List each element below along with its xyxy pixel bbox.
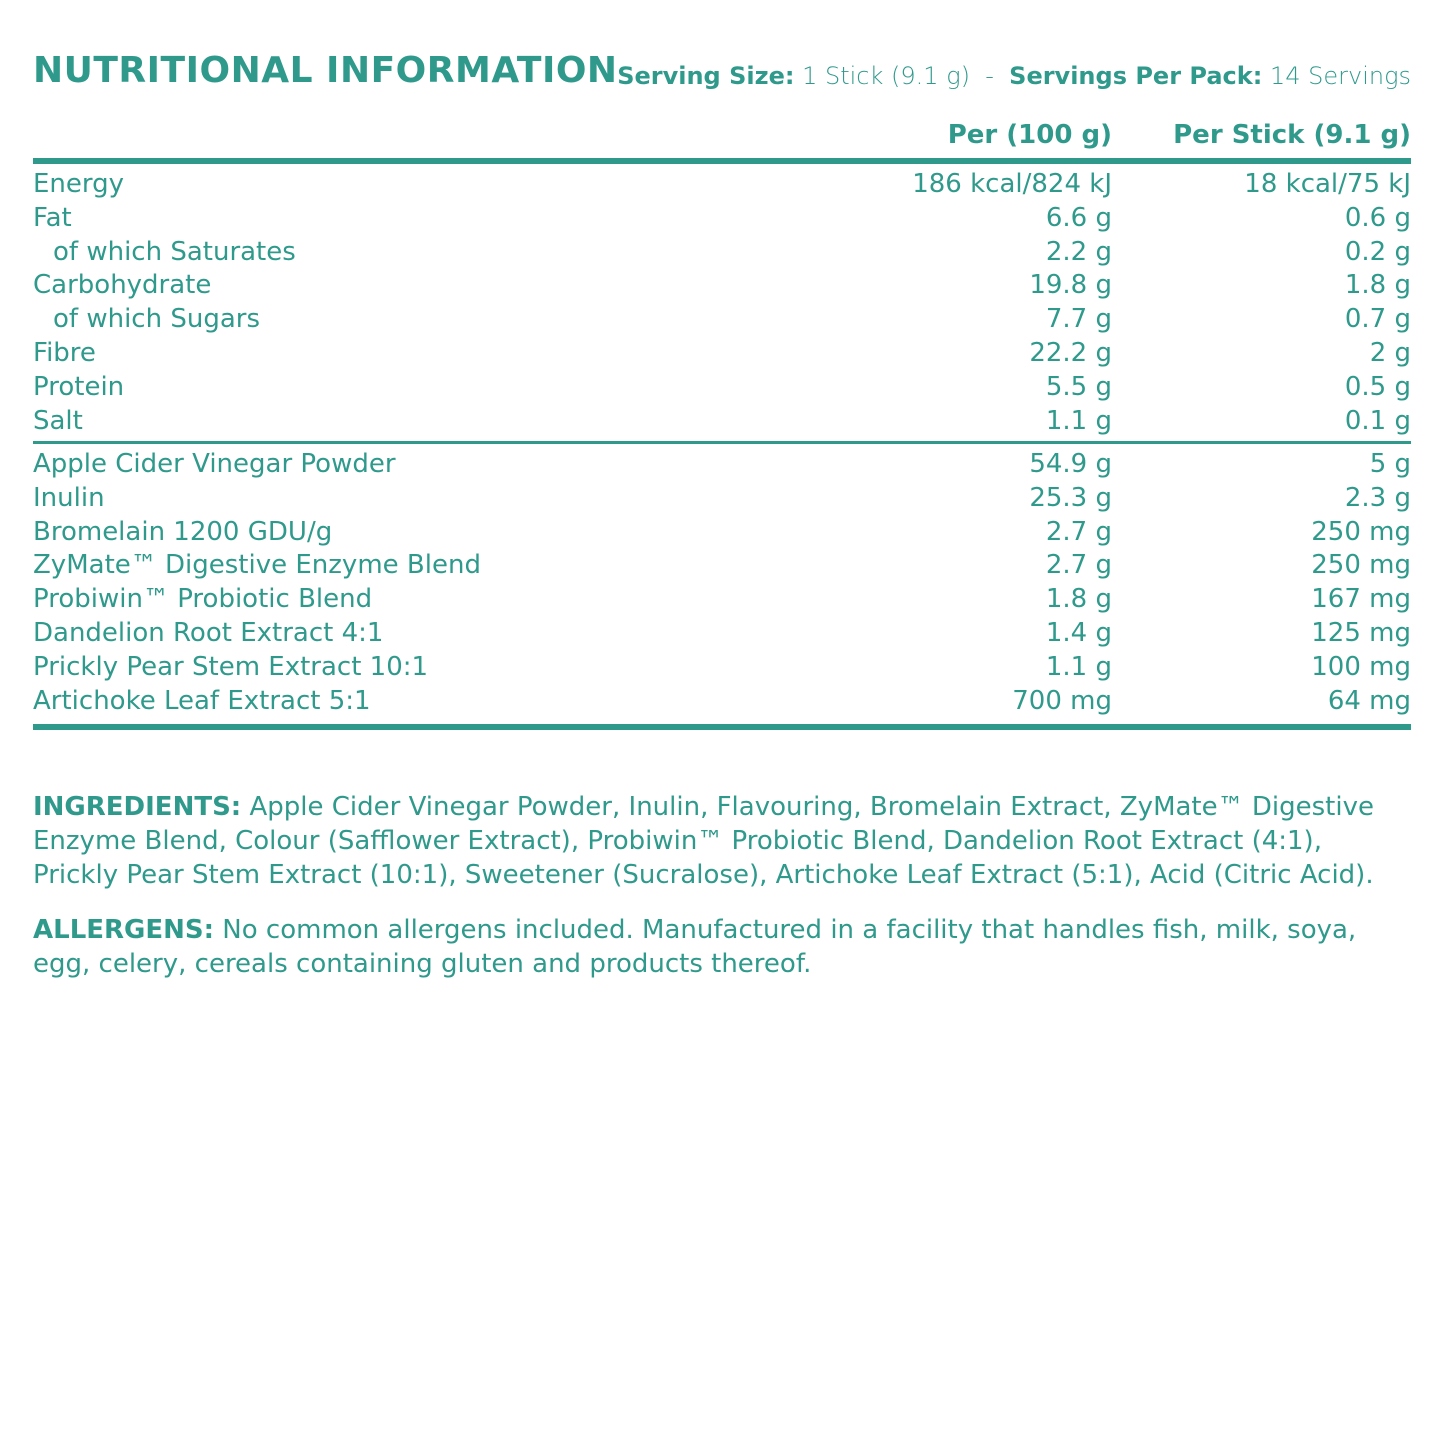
ingredients-label: INGREDIENTS: — [33, 792, 242, 822]
allergens-text: No common allergens included. Manufactured in a facility that handles fish, milk, soya, egg, celery, cereals containing gluten and products thereof. — [33, 915, 1357, 979]
row-value-per-stick: 125 mg — [1311, 617, 1411, 648]
row-value-per-100g: 7.7 g — [1045, 304, 1112, 335]
row-value-per-100g: 2.7 g — [1045, 550, 1112, 581]
row-value-per-100g: 6.6 g — [1045, 202, 1112, 233]
row-label: Bromelain 1200 GDU/g — [33, 516, 333, 547]
row-value-per-100g: 1.1 g — [1045, 651, 1112, 682]
serving-separator: - — [985, 62, 994, 90]
row-value-per-100g: 5.5 g — [1045, 371, 1112, 402]
row-value-per-100g: 1.4 g — [1045, 617, 1112, 648]
ingredients-section — [33, 790, 1411, 892]
row-label: Apple Cider Vinegar Powder — [33, 449, 396, 479]
row-label: Prickly Pear Stem Extract 10:1 — [33, 651, 429, 682]
row-value-per-100g: 1.1 g — [1045, 405, 1112, 436]
row-label: Carbohydrate — [33, 270, 212, 301]
table-row — [33, 337, 1411, 371]
table-row — [33, 371, 1411, 405]
table-row — [33, 583, 1411, 617]
page-title: NUTRITIONAL INFORMATION — [33, 50, 618, 91]
row-label: Salt — [33, 405, 83, 436]
table-row — [33, 617, 1411, 651]
column-header-per-100g: Per (100 g) — [947, 120, 1112, 150]
row-value-per-stick: 0.5 g — [1344, 371, 1411, 402]
table-bottom-divider — [33, 724, 1411, 730]
allergens-section — [33, 913, 1411, 981]
row-value-per-stick: 2.3 g — [1344, 482, 1411, 513]
row-value-per-stick: 250 mg — [1311, 550, 1411, 581]
row-value-per-stick: 18 kcal/75 kJ — [1244, 169, 1411, 199]
table-row — [33, 482, 1411, 516]
servings-per-pack-label: Servings Per Pack: — [1009, 62, 1263, 90]
table-row — [33, 269, 1411, 303]
row-value-per-stick: 0.7 g — [1344, 304, 1411, 335]
row-label: Fibre — [33, 337, 96, 368]
row-value-per-stick: 64 mg — [1327, 685, 1411, 716]
serving-size-value: 1 Stick (9.1 g) — [802, 62, 970, 90]
row-label: Energy — [33, 169, 125, 199]
row-value-per-100g: 2.7 g — [1045, 516, 1112, 547]
row-label: Inulin — [33, 482, 105, 513]
row-value-per-stick: 0.1 g — [1344, 405, 1411, 436]
row-value-per-100g: 22.2 g — [1029, 337, 1112, 368]
row-value-per-100g: 2.2 g — [1045, 236, 1112, 267]
row-value-per-stick: 0.6 g — [1344, 202, 1411, 233]
header-divider — [33, 158, 1411, 164]
ingredients-text: Apple Cider Vinegar Powder, Inulin, Flavouring, Bromelain Extract, ZyMate™ Digestive Enzyme Blend, Colour (Safflower Extract), Probiwin™ Probiotic Blend, Dandelion Root Extract (4:1), Prickly Pear Stem Extract (10:1), Sweetener (Sucralose), Artichoke Leaf Extract (5:1), Acid (Citric Acid). — [33, 792, 1374, 890]
row-value-per-stick: 100 mg — [1311, 651, 1411, 682]
table-row — [33, 202, 1411, 236]
row-value-per-100g: 25.3 g — [1029, 482, 1112, 513]
table-row — [33, 168, 1411, 202]
table-row — [33, 405, 1411, 439]
allergens-label: ALLERGENS: — [33, 915, 215, 945]
row-value-per-100g: 19.8 g — [1029, 270, 1112, 301]
table-row — [33, 303, 1411, 337]
row-value-per-100g: 186 kcal/824 kJ — [912, 169, 1112, 199]
column-header-per-stick: Per Stick (9.1 g) — [1173, 120, 1411, 150]
row-label: Dandelion Root Extract 4:1 — [33, 617, 384, 648]
row-label: Probiwin™ Probiotic Blend — [33, 584, 373, 615]
table-row — [33, 685, 1411, 719]
row-label: of which Saturates — [53, 236, 296, 267]
serving-size-label: Serving Size: — [617, 62, 795, 90]
table-row — [33, 516, 1411, 550]
column-headers — [33, 120, 1411, 156]
row-value-per-100g: 54.9 g — [1029, 449, 1112, 479]
table-row — [33, 236, 1411, 270]
row-value-per-stick: 2 g — [1369, 337, 1411, 368]
row-value-per-stick: 167 mg — [1311, 584, 1411, 615]
row-value-per-stick: 1.8 g — [1344, 270, 1411, 301]
actives-table — [33, 448, 1411, 718]
header — [33, 50, 1411, 100]
table-row — [33, 651, 1411, 685]
nutrient-table — [33, 168, 1411, 438]
table-row — [33, 549, 1411, 583]
row-value-per-stick: 250 mg — [1311, 516, 1411, 547]
row-label: ZyMate™ Digestive Enzyme Blend — [33, 550, 481, 581]
serving-info — [617, 62, 1411, 90]
row-label: Protein — [33, 371, 125, 402]
servings-per-pack-value: 14 Servings — [1269, 62, 1411, 90]
row-value-per-stick: 5 g — [1369, 449, 1411, 479]
table-row — [33, 448, 1411, 482]
row-value-per-100g: 1.8 g — [1045, 584, 1112, 615]
row-label: Fat — [33, 202, 72, 233]
row-label: Artichoke Leaf Extract 5:1 — [33, 685, 371, 716]
row-value-per-stick: 0.2 g — [1344, 236, 1411, 267]
row-label: of which Sugars — [53, 304, 260, 335]
row-value-per-100g: 700 mg — [1012, 685, 1112, 716]
section-divider — [33, 441, 1411, 444]
